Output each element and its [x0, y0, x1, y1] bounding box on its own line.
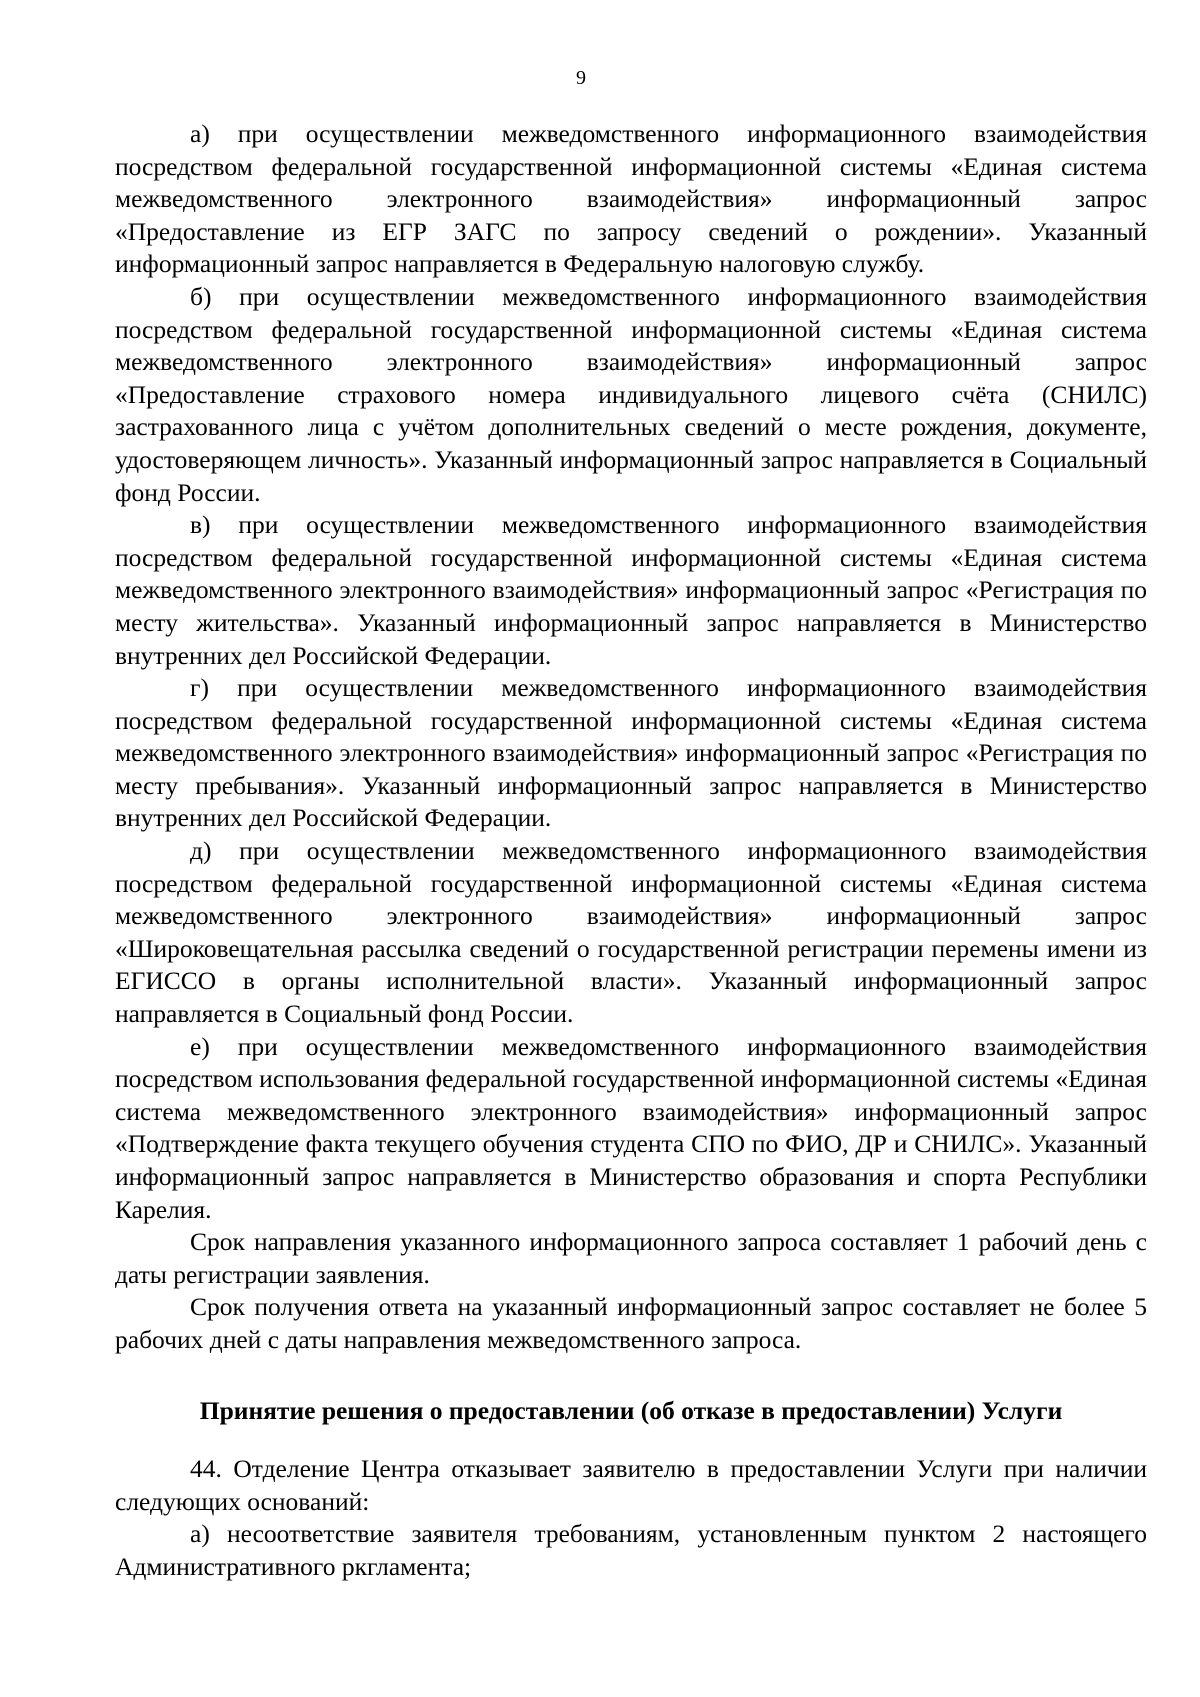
paragraph-e-student-confirmation: е) при осуществлении межведомственного информационного взаимодействия посредством использования федеральной государственной информационной системы «Единая система межведомственного электронного взаимодействия» информационный запрос «Подтверждение факта текущего обучения студента СПО по ФИО, ДР и СНИЛС». Указанный информационный запрос направляется в Министерство образования и спорта Республики Карелия. — [115, 1031, 1147, 1224]
page-number: 9 — [576, 67, 586, 89]
paragraph-v-residence-registration: в) при осуществлении межведомственного информационного взаимодействия посредством федеральной государственной информационной системы «Единая система межведомственного электронного взаимодействия» информационный запрос «Регистрация по месту жительства». Указанный информационный запрос направляется в Министерство внутренних дел Российской Федерации. — [115, 510, 1147, 670]
paragraph-44a-nonconformity: а) несоответствие заявителя требованиям, установленным пунктом 2 настоящего Административного ркгламента; — [115, 1519, 1147, 1581]
paragraph-d-name-change: д) при осуществлении межведомственного информационного взаимодействия посредством федеральной государственной информационной системы «Единая система межведомственного электронного взаимодействия» информационный запрос «Широковещательная рассылка сведений о государственной регистрации перемены имени из ЕГИССО в органы исполнительной власти». Указанный информационный запрос направляется в Социальный фонд России. — [115, 836, 1147, 1029]
paragraph-44-refusal-grounds: 44. Отделение Центра отказывает заявителю в предоставлении Услуги при наличии следующих оснований: — [115, 1454, 1147, 1516]
section-heading: Принятие решения о предоставлении (об отказе в предоставлении) Услуги — [199, 1395, 1063, 1425]
paragraph-response-deadline: Срок получения ответа на указанный информационный запрос составляет не более 5 рабочих дней с даты направления межведомственного запроса. — [115, 1292, 1147, 1354]
paragraph-request-deadline: Срок направления указанного информационного запроса составляет 1 рабочий день с даты регистрации заявления. — [115, 1227, 1147, 1289]
paragraph-b-snils: б) при осуществлении межведомственного информационного взаимодействия посредством федеральной государственной информационной системы «Единая система межведомственного электронного взаимодействия» информационный запрос «Предоставление страхового номера индивидуального лицевого счёта (СНИЛС) застрахованного лица с учётом дополнительных сведений о месте рождения, документе, удостоверяющем личность». Указанный информационный запрос направляется в Социальный фонд России. — [115, 281, 1147, 507]
paragraph-g-stay-registration: г) при осуществлении межведомственного информационного взаимодействия посредством федеральной государственной информационной системы «Единая система межведомственного электронного взаимодействия» информационный запрос «Регистрация по месту пребывания». Указанный информационный запрос направляется в Министерство внутренних дел Российской Федерации. — [115, 673, 1147, 833]
document-body — [115, 118, 1147, 1584]
paragraph-a-egr-zags: а) при осуществлении межведомственного информационного взаимодействия посредством федеральной государственной информационной системы «Единая система межведомственного электронного взаимодействия» информационный запрос «Предоставление из ЕГР ЗАГС по запросу сведений о рождении». Указанный информационный запрос направляется в Федеральную налоговую службу. — [115, 119, 1147, 279]
